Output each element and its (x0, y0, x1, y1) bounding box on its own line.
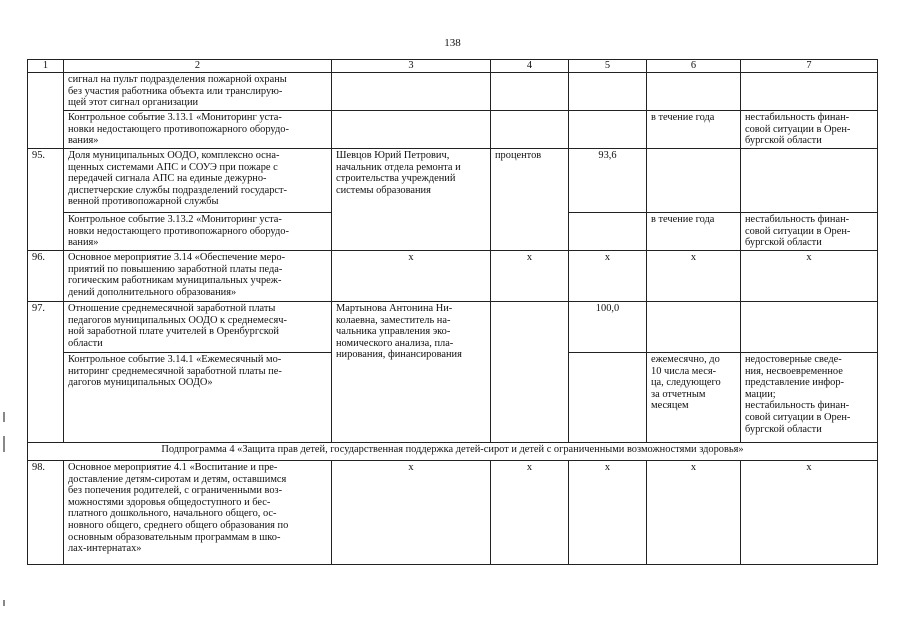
risk-cell: нестабильность финан- совой ситуации в Орен- бургской области (741, 111, 878, 149)
deadline-cell: ежемесячно, до 10 числа меся- ца, следующего за отчетным месяцем (647, 353, 741, 443)
table-row (28, 73, 878, 111)
risk-cell: недостоверные сведе- ния, несвоевременное представление инфор- мации; нестабильность финан- совой ситуации в Орен- бургской области (741, 353, 878, 443)
deadline-cell: в течение года (647, 213, 741, 251)
table-row (28, 111, 878, 149)
deadline-cell: в течение года (647, 111, 741, 149)
responsible-cell: Шевцов Юрий Петрович, начальник отдела ремонта и строительства учреждений системы образования (332, 149, 491, 251)
value-cell: x (569, 461, 647, 565)
risk-cell: x (741, 461, 878, 565)
column-header: 5 (569, 60, 647, 73)
table-row (28, 251, 878, 302)
description-cell: Контрольное событие 3.13.2 «Мониторинг уста- новки недостающего противопожарного оборудо- вания» (64, 213, 332, 251)
row-number-cell (28, 73, 64, 149)
responsible-cell: x (332, 251, 491, 302)
row-number-cell: 96. (28, 251, 64, 302)
column-header: 2 (64, 60, 332, 73)
value-cell: x (569, 251, 647, 302)
deadline-cell: x (647, 461, 741, 565)
value-cell: 93,6 (569, 149, 647, 213)
description-cell: Контрольное событие 3.14.1 «Ежемесячный мо- ниторинг среднемесячной заработной платы пе- дагогов муниципальных ООДО» (64, 353, 332, 443)
unit-cell (491, 302, 569, 443)
row-number-cell: 95. (28, 149, 64, 251)
value-cell: 100,0 (569, 302, 647, 353)
table-header-row (28, 60, 878, 73)
unit-cell: x (491, 461, 569, 565)
risk-cell (741, 149, 878, 213)
binding-margin-mark (3, 436, 5, 452)
value-cell (569, 73, 647, 111)
plan-table (27, 59, 878, 565)
binding-margin-mark (3, 412, 5, 422)
column-header: 1 (28, 60, 64, 73)
column-header: 4 (491, 60, 569, 73)
column-header: 6 (647, 60, 741, 73)
page-number: 138 (444, 37, 461, 49)
risk-cell (741, 73, 878, 111)
unit-cell (491, 73, 569, 111)
description-cell: Контрольное событие 3.13.1 «Мониторинг уста- новки недостающего противопожарного оборудо- вания» (64, 111, 332, 149)
deadline-cell (647, 302, 741, 353)
deadline-cell (647, 73, 741, 111)
table-row (28, 149, 878, 213)
row-number-cell: 97. (28, 302, 64, 443)
unit-cell: x (491, 251, 569, 302)
table-row (28, 461, 878, 565)
responsible-cell: x (332, 461, 491, 565)
value-cell (569, 213, 647, 251)
description-cell: Отношение среднемесячной заработной платы педагогов муниципальных ООДО к среднемесяч- ной заработной плате учителей в Оренбургской области (64, 302, 332, 353)
value-cell (569, 111, 647, 149)
deadline-cell: x (647, 251, 741, 302)
responsible-cell (332, 111, 491, 149)
risk-cell: x (741, 251, 878, 302)
unit-cell: процентов (491, 149, 569, 251)
deadline-cell (647, 149, 741, 213)
value-cell (569, 353, 647, 443)
description-cell: сигнал на пульт подразделения пожарной охраны без участия работника объекта или транслирую- щей этот сигнал организации (64, 73, 332, 111)
risk-cell (741, 302, 878, 353)
row-number-cell: 98. (28, 461, 64, 565)
responsible-cell (332, 73, 491, 111)
binding-margin-mark (3, 600, 5, 606)
description-cell: Доля муниципальных ООДО, комплексно осна- щенных системами АПС и СОУЭ при пожаре с передачей сигнала АПС на единые дежурно- диспетчерские службы подразделений государст- венной противопожарной службы (64, 149, 332, 213)
risk-cell: нестабильность финан- совой ситуации в Орен- бургской области (741, 213, 878, 251)
description-cell: Основное мероприятие 3.14 «Обеспечение меро- приятий по повышению заработной платы педа- гогическим работникам муниципальных учреж- дений дополнительного образования» (64, 251, 332, 302)
column-header: 3 (332, 60, 491, 73)
table-row (28, 443, 878, 461)
unit-cell (491, 111, 569, 149)
description-cell: Основное мероприятие 4.1 «Воспитание и пре- доставление детям-сиротам и детям, оставшимся без попечения родителей, с ограниченными воз- можностями здоровья общедоступного и бес- платного дошкольного, начального общего, ос- новного общего, среднего общего образования по основным образовательным программам в шко- лах-интернатах» (64, 461, 332, 565)
responsible-cell: Мартынова Антонина Ни- колаевна, заместитель на- чальника управления эко- номического анализа, пла- нирования, финансирования (332, 302, 491, 443)
column-header: 7 (741, 60, 878, 73)
subprogram-heading: Подпрограмма 4 «Защита прав детей, государственная поддержка детей-сирот и детей с ограниченными возможностями здоровья» (28, 443, 878, 461)
table-row (28, 302, 878, 353)
